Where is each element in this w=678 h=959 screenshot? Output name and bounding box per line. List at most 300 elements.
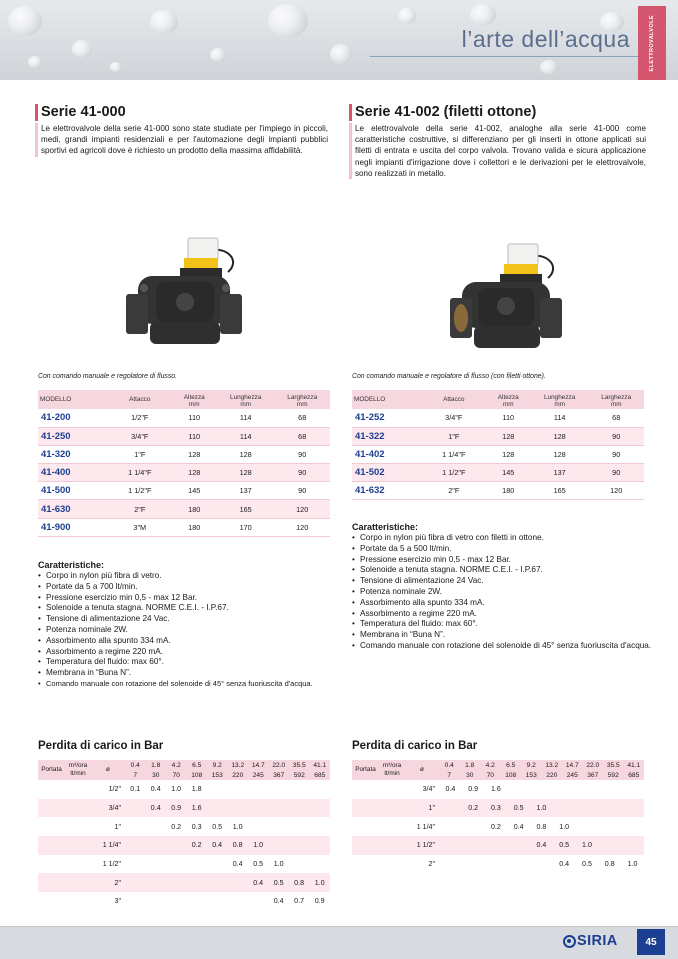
header-underline — [370, 56, 638, 57]
loss-value — [125, 836, 145, 855]
loss-unit-m3: m³/ora — [68, 762, 88, 769]
loss-value — [145, 873, 165, 892]
flow-value: 41.1 — [624, 760, 645, 770]
loss-value — [207, 892, 227, 911]
left-intro: Le elettrovalvole della serie 41-000 sono state studiate per l'impiego in piccoli, medi, grandi impianti residenziali e per l'automazione degli impianti pubblici sportivi ed agricoli dove è richiesto un prodotto della massima affidabilità. — [35, 123, 328, 157]
flow-value: 367 — [583, 770, 604, 780]
table-cell: 68 — [588, 409, 644, 427]
valve-photo-brass — [440, 240, 570, 364]
loss-flow-header — [125, 760, 330, 780]
flow-value: 4.2 — [480, 760, 501, 770]
loss-value — [166, 836, 186, 855]
table-row — [352, 445, 644, 463]
loss-value — [598, 817, 621, 836]
flow-value: 220 — [542, 770, 563, 780]
loss-value — [462, 855, 485, 874]
loss-value — [145, 855, 165, 874]
left-section-title: Serie 41-000 — [35, 104, 328, 121]
col-header-attacco: Attacco — [422, 390, 486, 409]
table-cell: 90 — [588, 427, 644, 445]
feature-item: • Tensione di alimentazione 24 Vac. — [352, 576, 652, 587]
loss-row — [352, 855, 644, 874]
table-row — [352, 482, 644, 500]
loss-unit-m3: m³/ora — [382, 762, 402, 769]
table-row — [38, 464, 330, 482]
loss-h-diam: ø — [91, 760, 125, 780]
loss-value: 1.0 — [627, 860, 638, 869]
loss-value — [309, 836, 330, 855]
feature-item: • Potenza nominale 2W. — [352, 587, 652, 598]
loss-value — [207, 780, 227, 799]
pipe-size: 1/2" — [108, 785, 121, 794]
loss-value — [125, 799, 145, 818]
feature-item: • Portate da 5 a 500 lt/min. — [352, 544, 652, 555]
table-cell: 90 — [274, 482, 330, 500]
loss-row — [352, 799, 644, 818]
feature-item: • Comando manuale con rotazione del solenoide di 45° senza fuoriuscita d'acqua. — [38, 679, 338, 690]
unit-mm: mm — [486, 401, 531, 409]
feature-item: • Solenoide a tenuta stagna. NORME C.E.I. - I.P.67. — [352, 565, 652, 576]
header-banner — [0, 0, 678, 80]
unit-mm: mm — [531, 401, 589, 409]
model-code: 41-320 — [38, 445, 108, 463]
table-cell: 1 1/2"F — [108, 482, 172, 500]
loss-value: 0.5 — [212, 822, 223, 831]
table-cell: 2"F — [422, 482, 486, 500]
footer-divider — [0, 926, 678, 927]
table-cell: 165 — [217, 500, 275, 518]
pipe-size: 1 1/4" — [416, 822, 435, 831]
table-cell: 180 — [486, 482, 531, 500]
pipe-size: 1" — [114, 822, 121, 831]
col-header-lunghezza: Lunghezza — [531, 390, 589, 401]
flow-value: 245 — [562, 770, 583, 780]
loss-value — [227, 780, 247, 799]
flow-value: 13.2 — [542, 760, 563, 770]
loss-value — [227, 873, 247, 892]
loss-value: 1.0 — [273, 860, 284, 869]
feature-item: • Assorbimento alla spunto 334 mA. — [38, 636, 338, 647]
table-cell: 114 — [531, 409, 589, 427]
loss-value — [289, 799, 309, 818]
feature-item: • Corpo in nylon più fibra di vetro con filetti in ottone. — [352, 533, 652, 544]
flow-row — [439, 770, 644, 780]
loss-value: 1.0 — [171, 785, 182, 794]
loss-value: 0.4 — [559, 860, 570, 869]
model-code: 41-632 — [352, 482, 422, 500]
col-header-lunghezza: Lunghezza — [217, 390, 275, 401]
left-photo-caption: Con comando manuale e regolatore di flusso. — [38, 373, 178, 380]
feature-item: • Assorbimento a regime 220 mA. — [352, 609, 652, 620]
unit-mm: mm — [588, 401, 644, 409]
left-loss-title: Perdita di carico in Bar — [38, 740, 164, 752]
table-cell: 1"F — [108, 445, 172, 463]
loss-value: 0.3 — [191, 822, 202, 831]
loss-value — [289, 836, 309, 855]
table-row — [352, 409, 644, 427]
table-cell: 1/2"F — [108, 409, 172, 427]
loss-value — [248, 799, 268, 818]
feature-item: • Pressione esercizio min 0,5 - max 12 Bar. — [38, 593, 338, 604]
loss-value — [186, 892, 206, 911]
flow-value: 41.1 — [310, 760, 331, 770]
loss-value — [289, 780, 309, 799]
loss-row — [38, 873, 330, 892]
loss-row — [352, 780, 644, 799]
right-features — [352, 522, 652, 652]
table-cell: 68 — [274, 409, 330, 427]
model-code: 41-252 — [352, 409, 422, 427]
table-row — [38, 445, 330, 463]
loss-value — [207, 873, 227, 892]
table-cell: 110 — [172, 427, 217, 445]
loss-value — [309, 817, 330, 836]
loss-value: 1.0 — [248, 836, 268, 855]
col-header-larghezza: Larghezza — [588, 390, 644, 401]
flow-value: 9.2 — [521, 760, 542, 770]
loss-value: 0.7 — [294, 897, 305, 906]
table-cell: 114 — [217, 427, 275, 445]
flow-value: 245 — [248, 770, 269, 780]
loss-value — [186, 873, 206, 892]
right-loss-table — [352, 760, 644, 873]
table-cell: 137 — [531, 464, 589, 482]
table-row — [38, 427, 330, 445]
loss-value: 1.0 — [559, 822, 570, 831]
loss-value: 1.0 — [530, 799, 553, 818]
pipe-size: 1 1/2" — [405, 836, 439, 855]
flow-row — [439, 760, 644, 770]
loss-blank — [38, 873, 91, 892]
flow-value: 153 — [521, 770, 542, 780]
col-header-altezza: Altezza — [486, 390, 531, 401]
unit-mm: mm — [172, 401, 217, 409]
table-cell: 3/4"F — [108, 427, 172, 445]
loss-value — [439, 855, 462, 874]
loss-blank — [352, 817, 405, 836]
loss-value: 0.3 — [485, 799, 508, 818]
flow-value: 0.4 — [125, 760, 146, 770]
table-cell: 1 1/4"F — [422, 445, 486, 463]
loss-value — [621, 817, 644, 836]
flow-value: 35.5 — [289, 760, 310, 770]
loss-value: 0.2 — [490, 822, 501, 831]
right-column — [352, 104, 646, 179]
loss-value — [207, 855, 227, 874]
loss-value — [125, 855, 145, 874]
loss-value — [621, 836, 644, 855]
loss-value: 0.8 — [536, 822, 547, 831]
table-cell: 180 — [172, 500, 217, 518]
loss-value — [439, 836, 462, 855]
table-cell: 145 — [486, 464, 531, 482]
loss-value — [268, 799, 288, 818]
table-cell: 128 — [531, 445, 589, 463]
table-cell: 128 — [172, 464, 217, 482]
model-code: 41-250 — [38, 427, 108, 445]
loss-blank — [38, 836, 91, 855]
loss-value: 1.0 — [576, 836, 599, 855]
loss-row — [38, 892, 330, 911]
feature-item: • Temperatura del fluido: max 60°. — [38, 657, 338, 668]
flow-value: 0.4 — [439, 760, 460, 770]
loss-value — [289, 817, 309, 836]
table-cell: 90 — [588, 445, 644, 463]
left-features — [38, 560, 338, 690]
table-row — [38, 500, 330, 518]
table-cell: 90 — [274, 464, 330, 482]
flow-value: 6.5 — [501, 760, 522, 770]
loss-value — [598, 780, 621, 799]
loss-value — [576, 780, 599, 799]
feature-item: • Corpo in nylon più fibra di vetro. — [38, 571, 338, 582]
table-cell: 120 — [588, 482, 644, 500]
loss-blank — [38, 855, 91, 874]
loss-value: 0.8 — [289, 873, 309, 892]
table-cell: 128 — [172, 445, 217, 463]
flow-value: 4.2 — [166, 760, 187, 770]
pipe-size: 3/4" — [91, 799, 125, 818]
pipe-size: 1" — [405, 799, 439, 818]
loss-value — [439, 799, 462, 818]
loss-value: 0.4 — [207, 836, 227, 855]
loss-flow-header — [439, 760, 644, 780]
flow-value: 70 — [480, 770, 501, 780]
table-cell: 145 — [172, 482, 217, 500]
table-cell: 180 — [172, 518, 217, 536]
feature-item: • Portate da 5 a 700 lt/min. — [38, 582, 338, 593]
loss-value — [462, 817, 485, 836]
loss-value: 1.0 — [309, 873, 330, 892]
table-row — [38, 409, 330, 427]
flow-value: 220 — [228, 770, 249, 780]
flow-value: 108 — [187, 770, 208, 780]
loss-h-units — [379, 760, 405, 780]
loss-value — [598, 799, 621, 818]
loss-value: 0.4 — [530, 836, 553, 855]
right-spec-table — [352, 390, 644, 500]
right-photo-caption: Con comando manuale e regolatore di flusso (con filetti ottone). — [352, 373, 546, 380]
table-cell: 165 — [531, 482, 589, 500]
flow-value: 30 — [146, 770, 167, 780]
table-cell: 128 — [217, 464, 275, 482]
loss-value — [125, 817, 145, 836]
loss-value — [553, 780, 576, 799]
loss-value — [530, 855, 553, 874]
loss-row — [38, 780, 330, 799]
col-header-larghezza: Larghezza — [274, 390, 330, 401]
flow-row — [125, 770, 330, 780]
loss-value: 0.5 — [582, 860, 592, 869]
loss-value — [485, 855, 508, 874]
table-cell: 90 — [588, 464, 644, 482]
loss-row — [38, 836, 330, 855]
flow-value: 7 — [439, 770, 460, 780]
loss-value — [145, 817, 165, 836]
unit-mm: mm — [217, 401, 275, 409]
loss-value: 0.9 — [314, 897, 325, 906]
table-cell: 110 — [486, 409, 531, 427]
unit-mm: mm — [274, 401, 330, 409]
loss-h-diam: ø — [405, 760, 439, 780]
loss-value: 0.4 — [248, 873, 268, 892]
loss-value — [207, 799, 227, 818]
loss-value — [145, 892, 165, 911]
loss-unit-lt: lt/min — [70, 770, 86, 777]
col-header-modello: MODELLO — [38, 390, 108, 409]
loss-value: 1.0 — [232, 822, 243, 831]
loss-value: 0.8 — [227, 836, 247, 855]
loss-value — [309, 799, 330, 818]
feature-item: • Potenza nominale 2W. — [38, 625, 338, 636]
loss-value — [507, 836, 530, 855]
flow-row — [125, 760, 330, 770]
model-code: 41-400 — [38, 464, 108, 482]
loss-row — [352, 817, 644, 836]
col-header-modello: MODELLO — [352, 390, 422, 409]
loss-row — [352, 836, 644, 855]
flow-value: 1.8 — [146, 760, 167, 770]
pipe-size: 3/4" — [422, 785, 435, 794]
feature-item: • Membrana in “Buna N”. — [352, 630, 652, 641]
col-header-attacco: Attacco — [108, 390, 172, 409]
table-cell: 3"M — [108, 518, 172, 536]
loss-value: 0.5 — [553, 836, 576, 855]
table-cell: 1 1/4"F — [108, 464, 172, 482]
loss-value: 1.6 — [490, 785, 501, 794]
loss-value: 0.2 — [186, 836, 206, 855]
table-cell: 114 — [217, 409, 275, 427]
table-cell: 137 — [217, 482, 275, 500]
loss-blank — [38, 799, 91, 818]
loss-value: 0.4 — [145, 799, 165, 818]
flow-value: 685 — [310, 770, 331, 780]
loss-value — [248, 892, 268, 911]
loss-value: 0.9 — [468, 785, 479, 794]
loss-value — [125, 873, 145, 892]
table-row — [38, 482, 330, 500]
loss-value — [186, 855, 206, 874]
side-tab-label: ELETTROVALVOLE — [649, 14, 655, 72]
loss-value — [507, 855, 530, 874]
loss-blank — [352, 836, 405, 855]
loss-value — [289, 855, 309, 874]
loss-value: 1.8 — [191, 785, 202, 794]
flow-value: 13.2 — [228, 760, 249, 770]
loss-h-portata: Portata — [38, 760, 65, 780]
left-loss-table — [38, 760, 330, 911]
loss-value: 0.2 — [462, 799, 485, 818]
table-cell: 120 — [274, 500, 330, 518]
loss-value: 0.4 — [445, 785, 456, 794]
logo-text: SIRIA — [577, 933, 618, 949]
flow-value: 153 — [207, 770, 228, 780]
loss-value — [248, 817, 268, 836]
table-cell: 120 — [274, 518, 330, 536]
loss-blank — [352, 855, 405, 874]
feature-item: • Pressione esercizio min 0,5 - max 12 Bar. — [352, 555, 652, 566]
loss-value — [166, 873, 186, 892]
loss-value: 1.6 — [186, 799, 206, 818]
table-row — [352, 464, 644, 482]
model-code: 41-502 — [352, 464, 422, 482]
loss-value — [576, 817, 599, 836]
valve-photo-plastic — [110, 232, 250, 360]
table-cell: 110 — [172, 409, 217, 427]
right-section-title: Serie 41-002 (filetti ottone) — [349, 104, 646, 121]
flow-value: 1.8 — [460, 760, 481, 770]
flow-value: 592 — [603, 770, 624, 780]
loss-value: 0.5 — [507, 799, 530, 818]
flow-value: 14.7 — [562, 760, 583, 770]
table-row — [352, 427, 644, 445]
feature-item: • Temperatura del fluido: max 60°. — [352, 619, 652, 630]
loss-value: 0.4 — [273, 897, 284, 906]
col-header-altezza: Altezza — [172, 390, 217, 401]
loss-value — [125, 892, 145, 911]
flow-value: 367 — [269, 770, 290, 780]
loss-value: 0.8 — [604, 860, 615, 869]
feature-item: • Assorbimento alla spunto 334 mA. — [352, 598, 652, 609]
flow-value: 7 — [125, 770, 146, 780]
feature-item: • Tensione di alimentazione 24 Vac. — [38, 614, 338, 625]
feature-item: • Membrana in “Buna N”. — [38, 668, 338, 679]
model-code: 41-402 — [352, 445, 422, 463]
flow-value: 14.7 — [248, 760, 269, 770]
flow-values — [125, 760, 330, 780]
loss-value — [309, 855, 330, 874]
loss-value — [166, 855, 186, 874]
pipe-size: 2" — [428, 860, 435, 869]
loss-value: 0.9 — [166, 799, 186, 818]
right-loss-title: Perdita di carico in Bar — [352, 740, 478, 752]
loss-value — [530, 780, 553, 799]
loss-unit-lt: lt/min — [384, 770, 400, 777]
siria-logo — [563, 933, 618, 949]
loss-blank — [352, 780, 405, 799]
table-cell: 128 — [486, 445, 531, 463]
loss-row — [38, 817, 330, 836]
loss-value — [268, 836, 288, 855]
loss-value — [621, 799, 644, 818]
loss-value — [439, 817, 462, 836]
loss-value: 0.5 — [253, 860, 264, 869]
loss-value — [227, 892, 247, 911]
loss-value — [227, 799, 247, 818]
table-row — [38, 518, 330, 536]
flow-value: 35.5 — [603, 760, 624, 770]
flow-value: 70 — [166, 770, 187, 780]
model-code: 41-900 — [38, 518, 108, 536]
flow-value: 6.5 — [187, 760, 208, 770]
left-spec-table — [38, 390, 330, 537]
loss-row — [38, 799, 330, 818]
loss-blank — [38, 892, 91, 911]
header-title: l’arte dell’acqua — [461, 26, 630, 52]
table-cell: 3/4"F — [422, 409, 486, 427]
loss-value — [485, 836, 508, 855]
loss-value: 0.2 — [171, 822, 182, 831]
flow-value: 30 — [460, 770, 481, 780]
right-intro: Le elettrovalvole della serie 41-002, analoghe alla serie 41-000 come caratteristiche costruttive, si differenziano per gli inserti in ottone applicati sui filetti di entrata e uscita del corpo valvola. Trovano valida e sicura applicazione negli impianti d'irrigazione dove i collettori e le derivazioni per le elettrovalvole, sono realizzati in metallo. — [349, 123, 646, 179]
loss-value: 0.4 — [513, 822, 524, 831]
flow-value: 685 — [624, 770, 645, 780]
loss-row — [38, 855, 330, 874]
pipe-size: 3" — [114, 897, 121, 906]
right-features-title: Caratteristiche: — [352, 522, 419, 532]
flow-value: 22.0 — [269, 760, 290, 770]
left-column — [38, 104, 328, 157]
